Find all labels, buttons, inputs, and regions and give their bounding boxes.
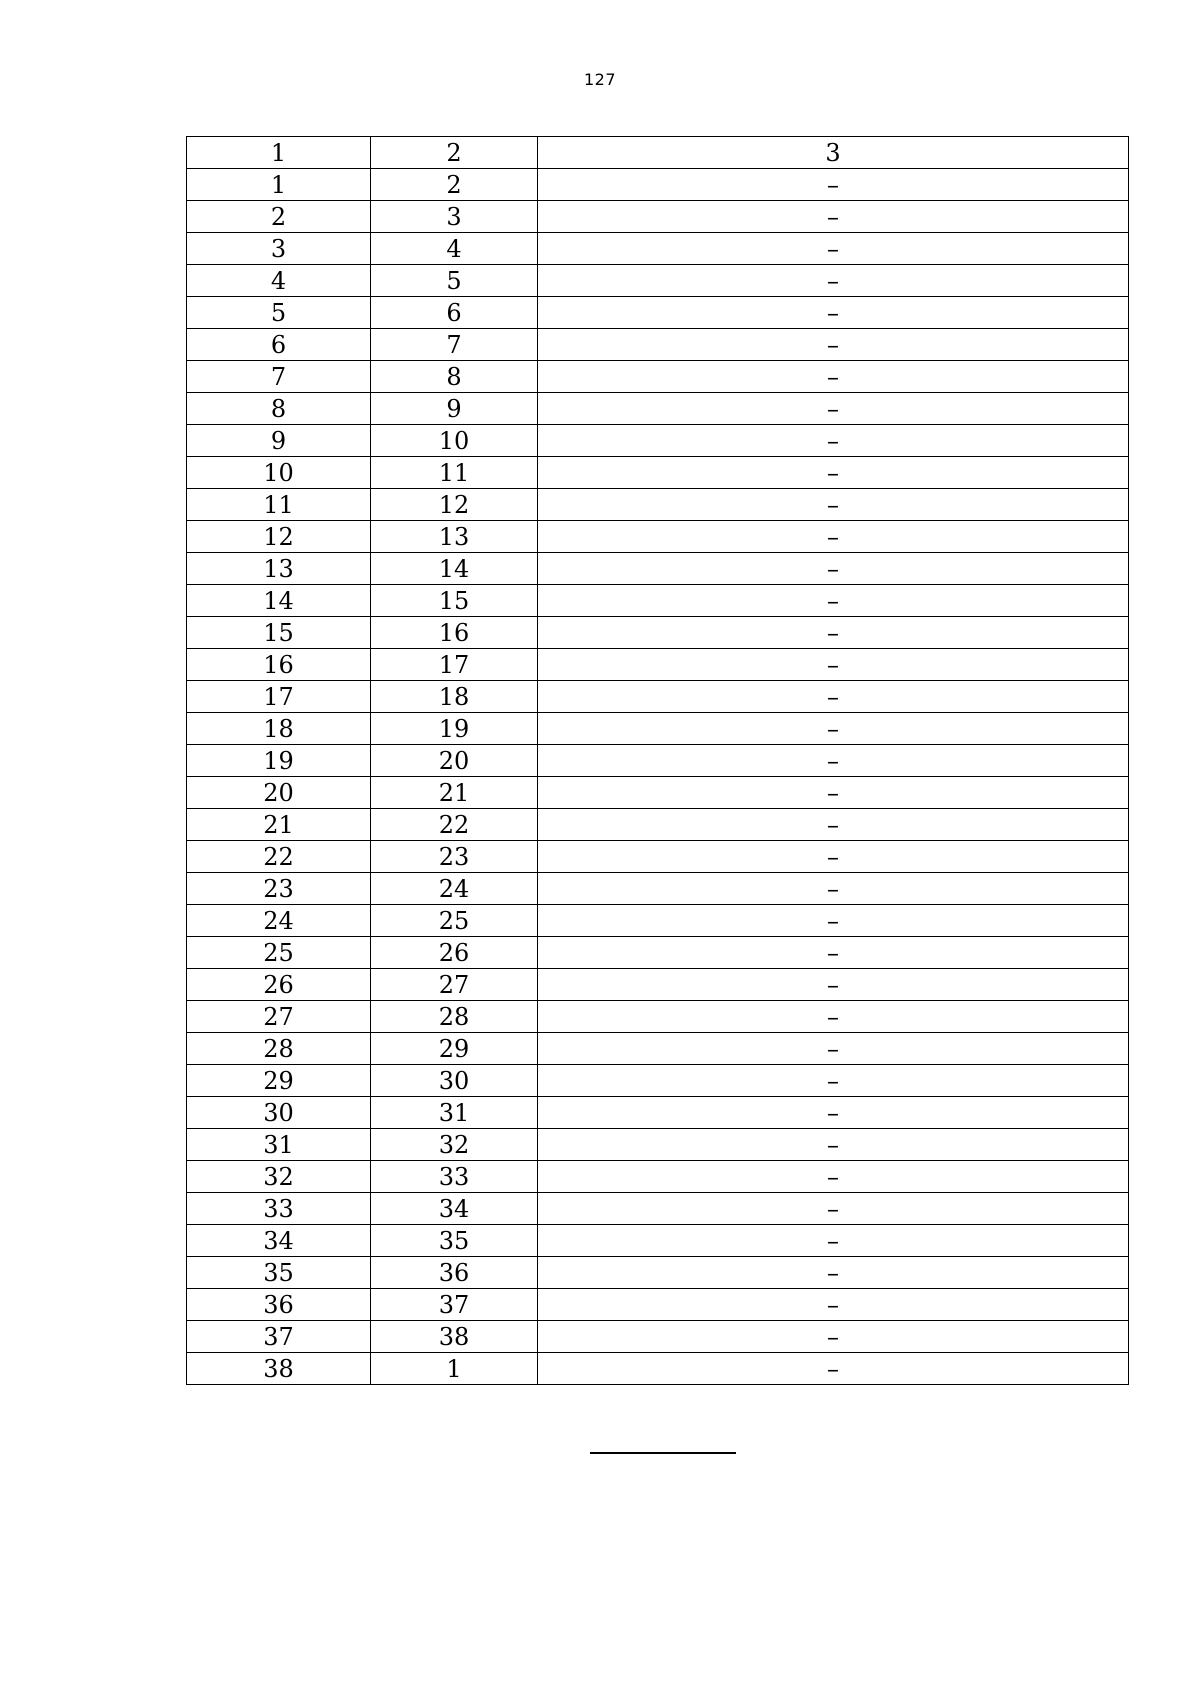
table-cell-col3: – <box>538 1225 1129 1257</box>
table-cell-col3: – <box>538 489 1129 521</box>
table-cell-col1: 11 <box>187 489 371 521</box>
table-row <box>187 617 1129 649</box>
table-cell-col3: – <box>538 937 1129 969</box>
table-cell-col2: 29 <box>371 1033 538 1065</box>
table-cell-col2: 6 <box>371 297 538 329</box>
table-row <box>187 425 1129 457</box>
table-cell-col2: 5 <box>371 265 538 297</box>
table-row <box>187 649 1129 681</box>
table-row <box>187 1225 1129 1257</box>
table-cell-col1: 27 <box>187 1001 371 1033</box>
data-table <box>186 136 1129 1385</box>
table-cell-col1: 16 <box>187 649 371 681</box>
table-row <box>187 1257 1129 1289</box>
table-cell-col1: 24 <box>187 905 371 937</box>
table-cell-col2: 19 <box>371 713 538 745</box>
table-cell-col2: 34 <box>371 1193 538 1225</box>
table-cell-col3: – <box>538 585 1129 617</box>
table-header-row <box>187 137 1129 169</box>
table-cell-col2: 25 <box>371 905 538 937</box>
table-row <box>187 393 1129 425</box>
header-cell-col2: 2 <box>371 137 538 169</box>
table-cell-col2: 30 <box>371 1065 538 1097</box>
table-cell-col1: 33 <box>187 1193 371 1225</box>
table-cell-col3: – <box>538 713 1129 745</box>
header-cell-col3: 3 <box>538 137 1129 169</box>
table-row <box>187 1001 1129 1033</box>
table-cell-col2: 12 <box>371 489 538 521</box>
table-cell-col2: 14 <box>371 553 538 585</box>
table-cell-col1: 21 <box>187 809 371 841</box>
table-cell-col3: – <box>538 169 1129 201</box>
table-cell-col2: 13 <box>371 521 538 553</box>
table-cell-col2: 31 <box>371 1097 538 1129</box>
table-cell-col3: – <box>538 649 1129 681</box>
table-cell-col3: – <box>538 265 1129 297</box>
table-cell-col1: 1 <box>187 169 371 201</box>
table-row <box>187 1193 1129 1225</box>
table-cell-col1: 34 <box>187 1225 371 1257</box>
table-cell-col2: 1 <box>371 1353 538 1385</box>
table-row <box>187 681 1129 713</box>
table-cell-col3: – <box>538 905 1129 937</box>
table-cell-col3: – <box>538 745 1129 777</box>
table-cell-col1: 26 <box>187 969 371 1001</box>
table-cell-col2: 27 <box>371 969 538 1001</box>
table-cell-col3: – <box>538 617 1129 649</box>
table-cell-col2: 26 <box>371 937 538 969</box>
table-cell-col2: 33 <box>371 1161 538 1193</box>
header-cell-col1: 1 <box>187 137 371 169</box>
table-cell-col3: – <box>538 1321 1129 1353</box>
table-cell-col2: 36 <box>371 1257 538 1289</box>
table-cell-col2: 37 <box>371 1289 538 1321</box>
table-cell-col2: 9 <box>371 393 538 425</box>
table-cell-col3: – <box>538 201 1129 233</box>
table-cell-col1: 9 <box>187 425 371 457</box>
table-cell-col1: 35 <box>187 1257 371 1289</box>
table-row <box>187 777 1129 809</box>
table-cell-col1: 14 <box>187 585 371 617</box>
table-row <box>187 1065 1129 1097</box>
table-cell-col2: 18 <box>371 681 538 713</box>
table-row <box>187 1321 1129 1353</box>
table-cell-col2: 35 <box>371 1225 538 1257</box>
table-cell-col1: 12 <box>187 521 371 553</box>
table-cell-col1: 3 <box>187 233 371 265</box>
table-cell-col2: 17 <box>371 649 538 681</box>
table-cell-col3: – <box>538 1161 1129 1193</box>
table-cell-col1: 23 <box>187 873 371 905</box>
table-cell-col1: 5 <box>187 297 371 329</box>
table-cell-col1: 19 <box>187 745 371 777</box>
table-cell-col2: 11 <box>371 457 538 489</box>
table-body <box>187 137 1129 1385</box>
table-cell-col1: 29 <box>187 1065 371 1097</box>
table-cell-col2: 10 <box>371 425 538 457</box>
table-cell-col3: – <box>538 809 1129 841</box>
table-cell-col2: 15 <box>371 585 538 617</box>
table-row <box>187 937 1129 969</box>
table-cell-col3: – <box>538 841 1129 873</box>
table-row <box>187 745 1129 777</box>
table-cell-col1: 7 <box>187 361 371 393</box>
table-cell-col1: 30 <box>187 1097 371 1129</box>
table-cell-col2: 38 <box>371 1321 538 1353</box>
table-cell-col2: 16 <box>371 617 538 649</box>
table-cell-col3: – <box>538 521 1129 553</box>
table-cell-col2: 23 <box>371 841 538 873</box>
table-row <box>187 297 1129 329</box>
table-cell-col1: 36 <box>187 1289 371 1321</box>
table-cell-col3: – <box>538 457 1129 489</box>
table-cell-col1: 6 <box>187 329 371 361</box>
table-cell-col3: – <box>538 681 1129 713</box>
table-cell-col1: 4 <box>187 265 371 297</box>
table-row <box>187 201 1129 233</box>
table-cell-col1: 13 <box>187 553 371 585</box>
table-cell-col3: – <box>538 1289 1129 1321</box>
table-cell-col3: – <box>538 1257 1129 1289</box>
table-cell-col3: – <box>538 1353 1129 1385</box>
table-row <box>187 457 1129 489</box>
table-row <box>187 489 1129 521</box>
table-cell-col1: 20 <box>187 777 371 809</box>
table-row <box>187 169 1129 201</box>
table-cell-col1: 25 <box>187 937 371 969</box>
table-cell-col3: – <box>538 969 1129 1001</box>
table-row <box>187 1289 1129 1321</box>
table-cell-col1: 17 <box>187 681 371 713</box>
table-cell-col1: 31 <box>187 1129 371 1161</box>
closing-rule <box>590 1452 736 1454</box>
table-cell-col1: 38 <box>187 1353 371 1385</box>
table-cell-col3: – <box>538 329 1129 361</box>
table-cell-col3: – <box>538 1065 1129 1097</box>
table-cell-col2: 2 <box>371 169 538 201</box>
table-cell-col2: 21 <box>371 777 538 809</box>
table-row <box>187 1097 1129 1129</box>
table-cell-col2: 24 <box>371 873 538 905</box>
table-cell-col1: 22 <box>187 841 371 873</box>
table-cell-col3: – <box>538 1001 1129 1033</box>
table-cell-col3: – <box>538 1097 1129 1129</box>
table-row <box>187 553 1129 585</box>
table-row <box>187 905 1129 937</box>
table-cell-col3: – <box>538 1193 1129 1225</box>
table-cell-col2: 32 <box>371 1129 538 1161</box>
table-cell-col2: 4 <box>371 233 538 265</box>
table-row <box>187 1161 1129 1193</box>
table-row <box>187 1353 1129 1385</box>
table-cell-col3: – <box>538 777 1129 809</box>
table-cell-col2: 7 <box>371 329 538 361</box>
table-cell-col2: 20 <box>371 745 538 777</box>
table-cell-col3: – <box>538 553 1129 585</box>
table-row <box>187 809 1129 841</box>
table-cell-col3: – <box>538 1033 1129 1065</box>
table-row <box>187 521 1129 553</box>
table-row <box>187 1129 1129 1161</box>
table-row <box>187 265 1129 297</box>
page-number: 127 <box>583 70 617 89</box>
table-cell-col3: – <box>538 425 1129 457</box>
table-cell-col3: – <box>538 393 1129 425</box>
table-cell-col1: 32 <box>187 1161 371 1193</box>
table-cell-col3: – <box>538 297 1129 329</box>
table-cell-col1: 10 <box>187 457 371 489</box>
table-cell-col1: 28 <box>187 1033 371 1065</box>
table-cell-col3: – <box>538 361 1129 393</box>
table-row <box>187 969 1129 1001</box>
table-row <box>187 585 1129 617</box>
table-row <box>187 841 1129 873</box>
table-cell-col1: 15 <box>187 617 371 649</box>
table-cell-col3: – <box>538 1129 1129 1161</box>
table-cell-col1: 8 <box>187 393 371 425</box>
table-row <box>187 233 1129 265</box>
table-cell-col3: – <box>538 233 1129 265</box>
table-cell-col2: 22 <box>371 809 538 841</box>
table-cell-col1: 2 <box>187 201 371 233</box>
table-row <box>187 1033 1129 1065</box>
table-cell-col3: – <box>538 873 1129 905</box>
table-row <box>187 713 1129 745</box>
table-row <box>187 329 1129 361</box>
table-cell-col2: 8 <box>371 361 538 393</box>
table-cell-col1: 37 <box>187 1321 371 1353</box>
table-cell-col1: 18 <box>187 713 371 745</box>
table-row <box>187 361 1129 393</box>
table-row <box>187 873 1129 905</box>
table-cell-col2: 3 <box>371 201 538 233</box>
table-cell-col2: 28 <box>371 1001 538 1033</box>
